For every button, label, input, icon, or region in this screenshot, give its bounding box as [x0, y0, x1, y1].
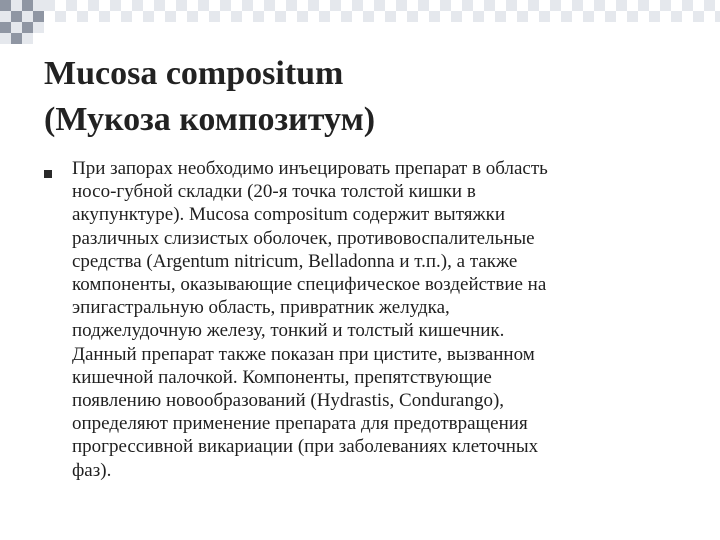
decorative-checker-pattern: [0, 0, 720, 44]
slide-title-line: Mucosa compositum: [44, 55, 344, 92]
paragraph-line: фаз).: [72, 459, 112, 481]
paragraph-line: прогрессивной викариации (при заболеваниях клеточных: [72, 436, 539, 458]
paragraph-line: компоненты, оказывающие специфическое воздействие на: [72, 274, 547, 296]
slide-title-line: (Мукоза композитум): [44, 101, 376, 138]
paragraph-line: При запорах необходимо инъецировать препарат в область: [72, 158, 548, 179]
paragraph-line: различных слизистых оболочек, противовоспалительные: [72, 227, 535, 249]
paragraph-line: поджелудочную железу, тонкий и толстый кишечник.: [72, 320, 505, 342]
bullet-paragraph: [72, 157, 692, 482]
paragraph-line: кишечной палочкой. Компоненты, препятствующие: [72, 366, 492, 388]
checker-light-cells: [0, 0, 720, 44]
slide-title: [44, 51, 684, 143]
paragraph-line: носо-губной складки (20-я точка толстой кишки в: [72, 181, 476, 203]
paragraph-line: появлению новообразований (Hydrastis, Condurango),: [72, 390, 505, 412]
square-bullet-icon: [44, 170, 52, 178]
paragraph-line: Данный препарат также показан при цистите, вызванном: [72, 343, 535, 365]
paragraph-line: средства (Argentum nitricum, Belladonna и т.п.), а также: [72, 250, 518, 272]
paragraph-line: акупунктуре). Mucosa compositum содержит вытяжки: [72, 204, 506, 226]
paragraph-line: эпигастральную область, привратник желудка,: [72, 297, 450, 319]
paragraph-line: определяют применение препарата для предотвращения: [72, 413, 528, 435]
